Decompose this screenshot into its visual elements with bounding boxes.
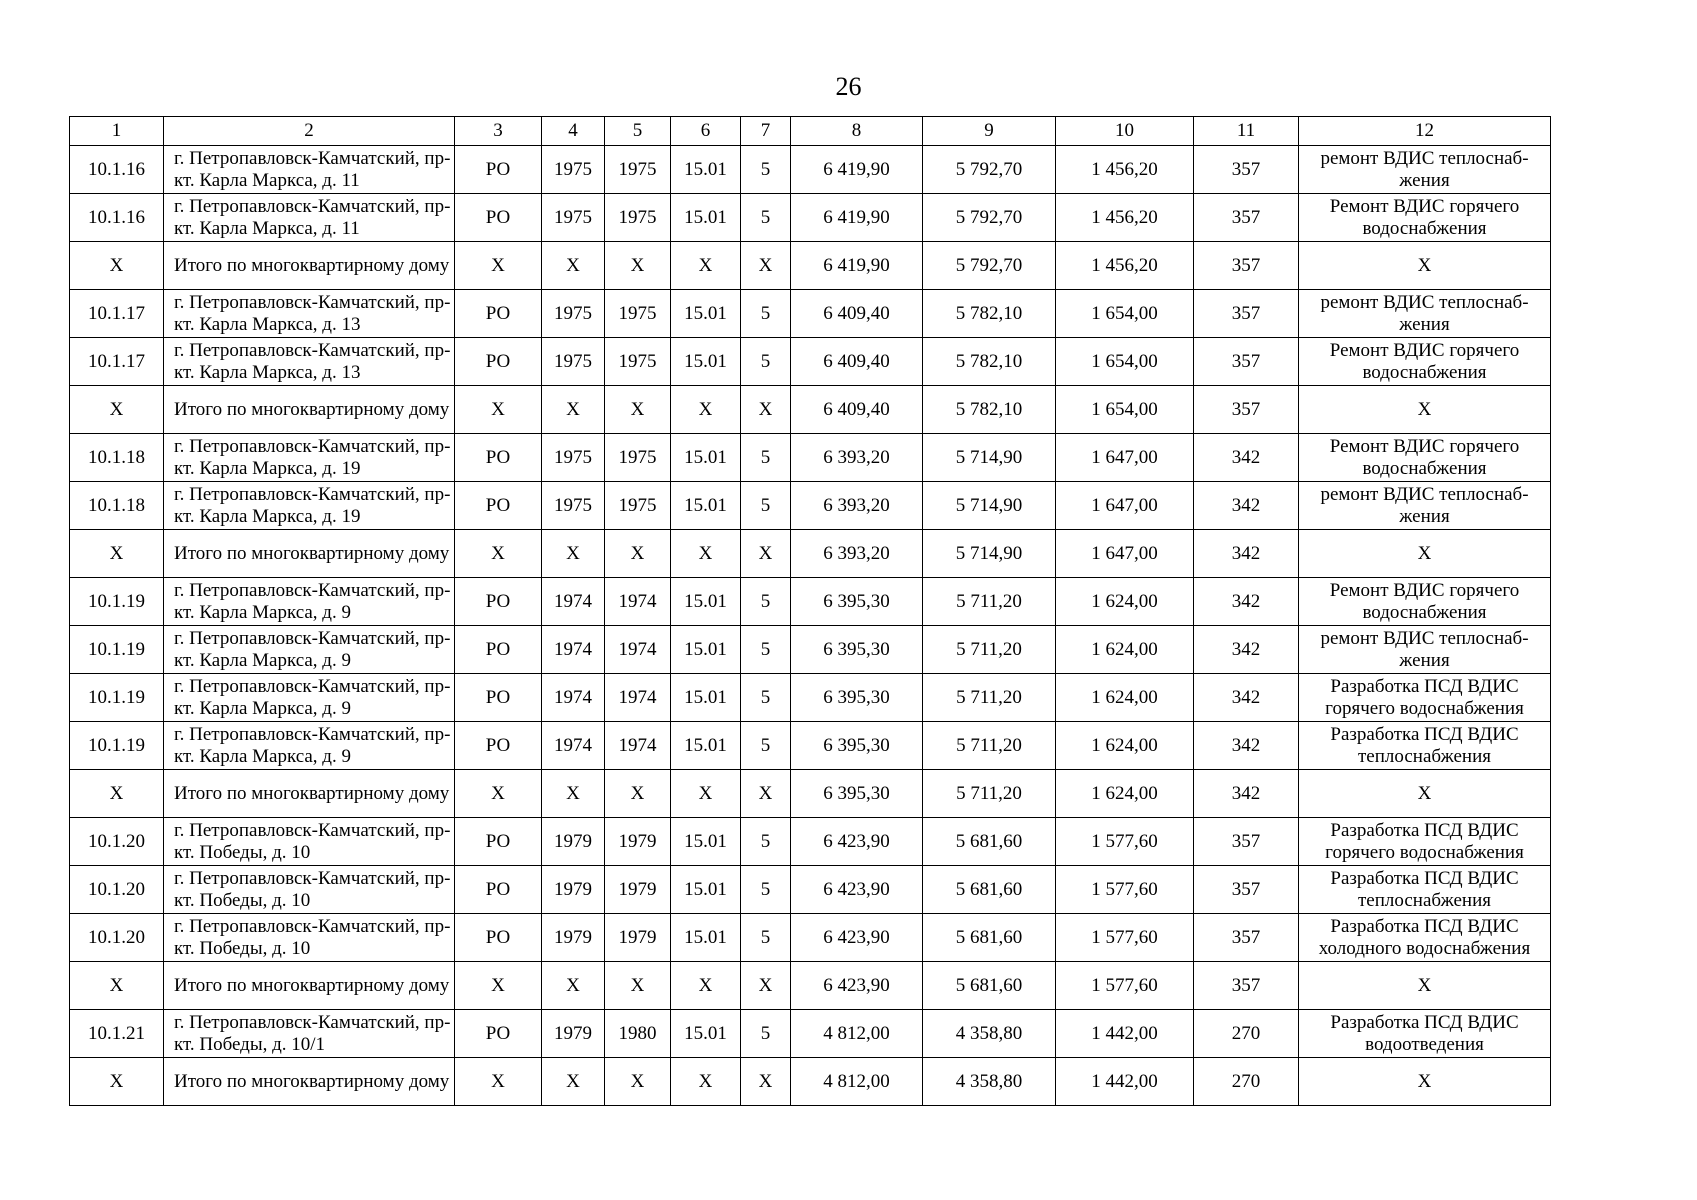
cell-year-commissioned: Х xyxy=(605,530,671,578)
table-row xyxy=(70,914,1551,962)
cell-nonliving-area: 1 624,00 xyxy=(1056,722,1194,770)
cell-living-area: 5 782,10 xyxy=(923,338,1056,386)
cell-total-area: 6 409,40 xyxy=(791,386,923,434)
cell-owner-type: Х xyxy=(455,530,542,578)
cell-owner-type: РО xyxy=(455,578,542,626)
cell-address: г. Петропавловск-Камчатский, пр-кт. Карла Маркса, д. 11 xyxy=(164,194,455,242)
cell-total-area: 6 419,90 xyxy=(791,242,923,290)
cell-code: 15.01 xyxy=(671,146,741,194)
cell-year-built: 1979 xyxy=(542,818,605,866)
cell-nonliving-area: 1 624,00 xyxy=(1056,578,1194,626)
cell-code: Х xyxy=(671,530,741,578)
cell-residents: 342 xyxy=(1194,578,1299,626)
cell-item-number: 10.1.20 xyxy=(70,818,164,866)
cell-address: г. Петропавловск-Камчатский, пр-кт. Победы, д. 10 xyxy=(164,866,455,914)
cell-item-number: 10.1.21 xyxy=(70,1010,164,1058)
cell-item-number: 10.1.19 xyxy=(70,722,164,770)
cell-item-number: Х xyxy=(70,386,164,434)
cell-work-type: Ремонт ВДИС горячего водоснабжения xyxy=(1299,194,1551,242)
cell-owner-type: РО xyxy=(455,290,542,338)
cell-address: г. Петропавловск-Камчатский, пр-кт. Победы, д. 10 xyxy=(164,914,455,962)
cell-year-built: 1975 xyxy=(542,290,605,338)
cell-owner-type: РО xyxy=(455,626,542,674)
cell-address: г. Петропавловск-Камчатский, пр-кт. Карла Маркса, д. 13 xyxy=(164,290,455,338)
cell-owner-type: Х xyxy=(455,386,542,434)
table-row xyxy=(70,866,1551,914)
cell-address: Итого по многоквартирному дому xyxy=(164,962,455,1010)
cell-item-number: 10.1.19 xyxy=(70,626,164,674)
table-row xyxy=(70,146,1551,194)
cell-floors: 5 xyxy=(741,434,791,482)
cell-total-area: 6 395,30 xyxy=(791,770,923,818)
cell-floors: 5 xyxy=(741,626,791,674)
cell-work-type: Разработка ПСД ВДИС холодного водоснабжения xyxy=(1299,914,1551,962)
cell-total-area: 6 393,20 xyxy=(791,482,923,530)
cell-year-built: 1979 xyxy=(542,1010,605,1058)
cell-year-built: 1974 xyxy=(542,722,605,770)
cell-living-area: 5 711,20 xyxy=(923,626,1056,674)
table-row xyxy=(70,626,1551,674)
cell-code: 15.01 xyxy=(671,818,741,866)
cell-year-commissioned: 1974 xyxy=(605,722,671,770)
table-row xyxy=(70,290,1551,338)
cell-residents: 357 xyxy=(1194,242,1299,290)
column-header-10: 10 xyxy=(1056,117,1194,146)
cell-year-built: Х xyxy=(542,962,605,1010)
cell-code: Х xyxy=(671,770,741,818)
cell-work-type: Х xyxy=(1299,242,1551,290)
cell-owner-type: РО xyxy=(455,434,542,482)
cell-year-built: 1975 xyxy=(542,338,605,386)
cell-nonliving-area: 1 442,00 xyxy=(1056,1010,1194,1058)
cell-nonliving-area: 1 577,60 xyxy=(1056,914,1194,962)
cell-code: 15.01 xyxy=(671,578,741,626)
cell-code: Х xyxy=(671,1058,741,1106)
cell-residents: 270 xyxy=(1194,1058,1299,1106)
table-row xyxy=(70,818,1551,866)
cell-item-number: 10.1.20 xyxy=(70,914,164,962)
cell-living-area: 5 714,90 xyxy=(923,530,1056,578)
cell-code: 15.01 xyxy=(671,194,741,242)
cell-total-area: 6 423,90 xyxy=(791,818,923,866)
cell-owner-type: РО xyxy=(455,338,542,386)
cell-floors: Х xyxy=(741,530,791,578)
cell-work-type: Х xyxy=(1299,530,1551,578)
cell-floors: 5 xyxy=(741,722,791,770)
cell-nonliving-area: 1 456,20 xyxy=(1056,146,1194,194)
cell-code: 15.01 xyxy=(671,338,741,386)
cell-year-built: 1975 xyxy=(542,146,605,194)
cell-owner-type: РО xyxy=(455,146,542,194)
cell-total-area: 6 409,40 xyxy=(791,290,923,338)
table-row xyxy=(70,242,1551,290)
cell-floors: Х xyxy=(741,962,791,1010)
table-header-row xyxy=(70,117,1551,146)
cell-total-area: 6 409,40 xyxy=(791,338,923,386)
cell-living-area: 5 711,20 xyxy=(923,770,1056,818)
cell-nonliving-area: 1 577,60 xyxy=(1056,818,1194,866)
cell-code: 15.01 xyxy=(671,674,741,722)
cell-address: Итого по многоквартирному дому xyxy=(164,1058,455,1106)
cell-code: Х xyxy=(671,962,741,1010)
cell-year-commissioned: 1974 xyxy=(605,674,671,722)
cell-living-area: 5 681,60 xyxy=(923,962,1056,1010)
cell-address: г. Петропавловск-Камчатский, пр-кт. Карла Маркса, д. 9 xyxy=(164,578,455,626)
cell-nonliving-area: 1 624,00 xyxy=(1056,674,1194,722)
column-header-6: 6 xyxy=(671,117,741,146)
cell-code: Х xyxy=(671,386,741,434)
cell-owner-type: РО xyxy=(455,866,542,914)
cell-year-commissioned: 1975 xyxy=(605,194,671,242)
cell-item-number: 10.1.16 xyxy=(70,194,164,242)
cell-residents: 342 xyxy=(1194,482,1299,530)
cell-address: г. Петропавловск-Камчатский, пр-кт. Карла Маркса, д. 9 xyxy=(164,626,455,674)
cell-year-built: Х xyxy=(542,770,605,818)
cell-year-commissioned: Х xyxy=(605,962,671,1010)
cell-living-area: 4 358,80 xyxy=(923,1010,1056,1058)
cell-nonliving-area: 1 577,60 xyxy=(1056,962,1194,1010)
cell-year-commissioned: Х xyxy=(605,386,671,434)
cell-item-number: Х xyxy=(70,530,164,578)
cell-item-number: 10.1.18 xyxy=(70,434,164,482)
cell-address: Итого по многоквартирному дому xyxy=(164,530,455,578)
column-header-8: 8 xyxy=(791,117,923,146)
cell-total-area: 4 812,00 xyxy=(791,1058,923,1106)
cell-year-built: 1975 xyxy=(542,482,605,530)
cell-floors: 5 xyxy=(741,1010,791,1058)
column-header-4: 4 xyxy=(542,117,605,146)
column-header-9: 9 xyxy=(923,117,1056,146)
cell-year-built: 1979 xyxy=(542,866,605,914)
cell-floors: 5 xyxy=(741,338,791,386)
cell-year-commissioned: 1974 xyxy=(605,578,671,626)
table-row xyxy=(70,770,1551,818)
cell-total-area: 6 419,90 xyxy=(791,146,923,194)
cell-owner-type: РО xyxy=(455,674,542,722)
cell-residents: 342 xyxy=(1194,722,1299,770)
cell-owner-type: РО xyxy=(455,914,542,962)
cell-address: г. Петропавловск-Камчатский, пр-кт. Карла Маркса, д. 19 xyxy=(164,482,455,530)
cell-year-commissioned: 1979 xyxy=(605,866,671,914)
cell-year-built: Х xyxy=(542,386,605,434)
cell-code: 15.01 xyxy=(671,722,741,770)
column-header-3: 3 xyxy=(455,117,542,146)
cell-owner-type: РО xyxy=(455,482,542,530)
cell-code: 15.01 xyxy=(671,1010,741,1058)
cell-residents: 342 xyxy=(1194,770,1299,818)
cell-total-area: 6 395,30 xyxy=(791,722,923,770)
cell-living-area: 5 782,10 xyxy=(923,290,1056,338)
cell-year-built: 1974 xyxy=(542,674,605,722)
cell-owner-type: Х xyxy=(455,962,542,1010)
cell-address: Итого по многоквартирному дому xyxy=(164,242,455,290)
cell-work-type: ремонт ВДИС теплоснаб-жения xyxy=(1299,146,1551,194)
column-header-5: 5 xyxy=(605,117,671,146)
cell-floors: Х xyxy=(741,242,791,290)
cell-total-area: 4 812,00 xyxy=(791,1010,923,1058)
cell-living-area: 5 714,90 xyxy=(923,482,1056,530)
cell-address: г. Петропавловск-Камчатский, пр-кт. Карла Маркса, д. 13 xyxy=(164,338,455,386)
cell-living-area: 5 792,70 xyxy=(923,194,1056,242)
cell-item-number: 10.1.16 xyxy=(70,146,164,194)
cell-total-area: 6 423,90 xyxy=(791,866,923,914)
cell-owner-type: Х xyxy=(455,1058,542,1106)
cell-year-built: 1979 xyxy=(542,914,605,962)
cell-floors: 5 xyxy=(741,578,791,626)
cell-item-number: 10.1.19 xyxy=(70,674,164,722)
column-header-1: 1 xyxy=(70,117,164,146)
cell-living-area: 5 711,20 xyxy=(923,578,1056,626)
cell-address: г. Петропавловск-Камчатский, пр-кт. Победы, д. 10 xyxy=(164,818,455,866)
cell-address: Итого по многоквартирному дому xyxy=(164,770,455,818)
cell-floors: 5 xyxy=(741,674,791,722)
cell-nonliving-area: 1 647,00 xyxy=(1056,530,1194,578)
column-header-12: 12 xyxy=(1299,117,1551,146)
cell-work-type: Ремонт ВДИС горячего водоснабжения xyxy=(1299,434,1551,482)
cell-work-type: Ремонт ВДИС горячего водоснабжения xyxy=(1299,338,1551,386)
cell-work-type: ремонт ВДИС теплоснаб-жения xyxy=(1299,482,1551,530)
cell-work-type: Х xyxy=(1299,1058,1551,1106)
cell-floors: 5 xyxy=(741,290,791,338)
cell-nonliving-area: 1 577,60 xyxy=(1056,866,1194,914)
cell-floors: 5 xyxy=(741,818,791,866)
cell-living-area: 5 681,60 xyxy=(923,914,1056,962)
cell-year-commissioned: Х xyxy=(605,242,671,290)
cell-total-area: 6 419,90 xyxy=(791,194,923,242)
table-row xyxy=(70,1058,1551,1106)
cell-code: 15.01 xyxy=(671,626,741,674)
cell-work-type: Разработка ПСД ВДИС горячего водоснабжения xyxy=(1299,674,1551,722)
cell-floors: 5 xyxy=(741,914,791,962)
table-row xyxy=(70,482,1551,530)
cell-year-commissioned: 1979 xyxy=(605,818,671,866)
cell-residents: 357 xyxy=(1194,818,1299,866)
table-row xyxy=(70,434,1551,482)
cell-work-type: Х xyxy=(1299,770,1551,818)
cell-work-type: Разработка ПСД ВДИС теплоснабжения xyxy=(1299,722,1551,770)
cell-year-built: Х xyxy=(542,530,605,578)
table-row xyxy=(70,962,1551,1010)
cell-year-commissioned: 1979 xyxy=(605,914,671,962)
cell-nonliving-area: 1 654,00 xyxy=(1056,338,1194,386)
table-row xyxy=(70,386,1551,434)
cell-total-area: 6 395,30 xyxy=(791,674,923,722)
cell-item-number: Х xyxy=(70,770,164,818)
cell-floors: 5 xyxy=(741,866,791,914)
table-row xyxy=(70,722,1551,770)
cell-nonliving-area: 1 647,00 xyxy=(1056,434,1194,482)
cell-work-type: ремонт ВДИС теплоснаб-жения xyxy=(1299,626,1551,674)
cell-floors: 5 xyxy=(741,482,791,530)
cell-item-number: 10.1.18 xyxy=(70,482,164,530)
cell-year-commissioned: 1980 xyxy=(605,1010,671,1058)
cell-residents: 342 xyxy=(1194,626,1299,674)
cell-residents: 270 xyxy=(1194,1010,1299,1058)
cell-residents: 357 xyxy=(1194,194,1299,242)
cell-code: 15.01 xyxy=(671,866,741,914)
cell-living-area: 5 711,20 xyxy=(923,674,1056,722)
cell-residents: 357 xyxy=(1194,914,1299,962)
cell-owner-type: РО xyxy=(455,194,542,242)
cell-year-commissioned: 1975 xyxy=(605,482,671,530)
cell-residents: 357 xyxy=(1194,290,1299,338)
cell-living-area: 5 681,60 xyxy=(923,866,1056,914)
table-row xyxy=(70,194,1551,242)
cell-item-number: 10.1.17 xyxy=(70,338,164,386)
cell-living-area: 5 792,70 xyxy=(923,242,1056,290)
cell-work-type: Разработка ПСД ВДИС теплоснабжения xyxy=(1299,866,1551,914)
cell-work-type: Ремонт ВДИС горячего водоснабжения xyxy=(1299,578,1551,626)
cell-total-area: 6 423,90 xyxy=(791,962,923,1010)
cell-total-area: 6 395,30 xyxy=(791,578,923,626)
cell-address: г. Петропавловск-Камчатский, пр-кт. Карла Маркса, д. 11 xyxy=(164,146,455,194)
cell-address: г. Петропавловск-Камчатский, пр-кт. Карла Маркса, д. 9 xyxy=(164,674,455,722)
cell-nonliving-area: 1 442,00 xyxy=(1056,1058,1194,1106)
table-row xyxy=(70,578,1551,626)
cell-floors: Х xyxy=(741,1058,791,1106)
cell-year-commissioned: Х xyxy=(605,770,671,818)
cell-total-area: 6 395,30 xyxy=(791,626,923,674)
column-header-11: 11 xyxy=(1194,117,1299,146)
cell-year-commissioned: 1975 xyxy=(605,290,671,338)
cell-nonliving-area: 1 654,00 xyxy=(1056,290,1194,338)
page-number: 26 xyxy=(835,72,862,101)
data-table xyxy=(69,116,1551,1106)
cell-address: г. Петропавловск-Камчатский, пр-кт. Карла Маркса, д. 9 xyxy=(164,722,455,770)
cell-living-area: 5 782,10 xyxy=(923,386,1056,434)
cell-living-area: 5 792,70 xyxy=(923,146,1056,194)
cell-owner-type: РО xyxy=(455,722,542,770)
cell-nonliving-area: 1 456,20 xyxy=(1056,242,1194,290)
cell-year-commissioned: 1975 xyxy=(605,338,671,386)
cell-year-built: 1975 xyxy=(542,194,605,242)
cell-owner-type: Х xyxy=(455,770,542,818)
cell-address: г. Петропавловск-Камчатский, пр-кт. Победы, д. 10/1 xyxy=(164,1010,455,1058)
cell-living-area: 4 358,80 xyxy=(923,1058,1056,1106)
cell-owner-type: РО xyxy=(455,818,542,866)
cell-total-area: 6 393,20 xyxy=(791,434,923,482)
cell-residents: 357 xyxy=(1194,866,1299,914)
cell-code: 15.01 xyxy=(671,434,741,482)
cell-year-commissioned: 1974 xyxy=(605,626,671,674)
table-row xyxy=(70,338,1551,386)
cell-living-area: 5 714,90 xyxy=(923,434,1056,482)
cell-item-number: Х xyxy=(70,962,164,1010)
cell-nonliving-area: 1 624,00 xyxy=(1056,770,1194,818)
cell-code: 15.01 xyxy=(671,290,741,338)
cell-nonliving-area: 1 456,20 xyxy=(1056,194,1194,242)
cell-year-built: 1974 xyxy=(542,578,605,626)
cell-nonliving-area: 1 624,00 xyxy=(1056,626,1194,674)
table-row xyxy=(70,674,1551,722)
cell-nonliving-area: 1 647,00 xyxy=(1056,482,1194,530)
cell-year-built: Х xyxy=(542,242,605,290)
cell-code: 15.01 xyxy=(671,914,741,962)
cell-living-area: 5 681,60 xyxy=(923,818,1056,866)
cell-residents: 342 xyxy=(1194,530,1299,578)
cell-item-number: Х xyxy=(70,1058,164,1106)
cell-total-area: 6 393,20 xyxy=(791,530,923,578)
cell-residents: 357 xyxy=(1194,962,1299,1010)
cell-work-type: Разработка ПСД ВДИС водоотведения xyxy=(1299,1010,1551,1058)
cell-item-number: Х xyxy=(70,242,164,290)
cell-residents: 357 xyxy=(1194,386,1299,434)
cell-year-built: 1974 xyxy=(542,626,605,674)
column-header-7: 7 xyxy=(741,117,791,146)
cell-item-number: 10.1.19 xyxy=(70,578,164,626)
cell-year-commissioned: Х xyxy=(605,1058,671,1106)
cell-work-type: Х xyxy=(1299,386,1551,434)
cell-year-commissioned: 1975 xyxy=(605,146,671,194)
cell-address: г. Петропавловск-Камчатский, пр-кт. Карла Маркса, д. 19 xyxy=(164,434,455,482)
table-body xyxy=(70,146,1551,1106)
table-row xyxy=(70,1010,1551,1058)
cell-floors: 5 xyxy=(741,194,791,242)
cell-owner-type: Х xyxy=(455,242,542,290)
cell-residents: 357 xyxy=(1194,338,1299,386)
cell-code: Х xyxy=(671,242,741,290)
cell-address: Итого по многоквартирному дому xyxy=(164,386,455,434)
cell-year-commissioned: 1975 xyxy=(605,434,671,482)
cell-code: 15.01 xyxy=(671,482,741,530)
cell-work-type: Разработка ПСД ВДИС горячего водоснабжения xyxy=(1299,818,1551,866)
cell-residents: 342 xyxy=(1194,434,1299,482)
cell-item-number: 10.1.17 xyxy=(70,290,164,338)
cell-work-type: Х xyxy=(1299,962,1551,1010)
cell-residents: 342 xyxy=(1194,674,1299,722)
cell-owner-type: РО xyxy=(455,1010,542,1058)
cell-residents: 357 xyxy=(1194,146,1299,194)
table-row xyxy=(70,530,1551,578)
cell-floors: Х xyxy=(741,770,791,818)
cell-work-type: ремонт ВДИС теплоснаб-жения xyxy=(1299,290,1551,338)
cell-item-number: 10.1.20 xyxy=(70,866,164,914)
cell-year-built: Х xyxy=(542,1058,605,1106)
cell-living-area: 5 711,20 xyxy=(923,722,1056,770)
cell-nonliving-area: 1 654,00 xyxy=(1056,386,1194,434)
cell-total-area: 6 423,90 xyxy=(791,914,923,962)
column-header-2: 2 xyxy=(164,117,455,146)
cell-year-built: 1975 xyxy=(542,434,605,482)
cell-floors: 5 xyxy=(741,146,791,194)
cell-floors: Х xyxy=(741,386,791,434)
